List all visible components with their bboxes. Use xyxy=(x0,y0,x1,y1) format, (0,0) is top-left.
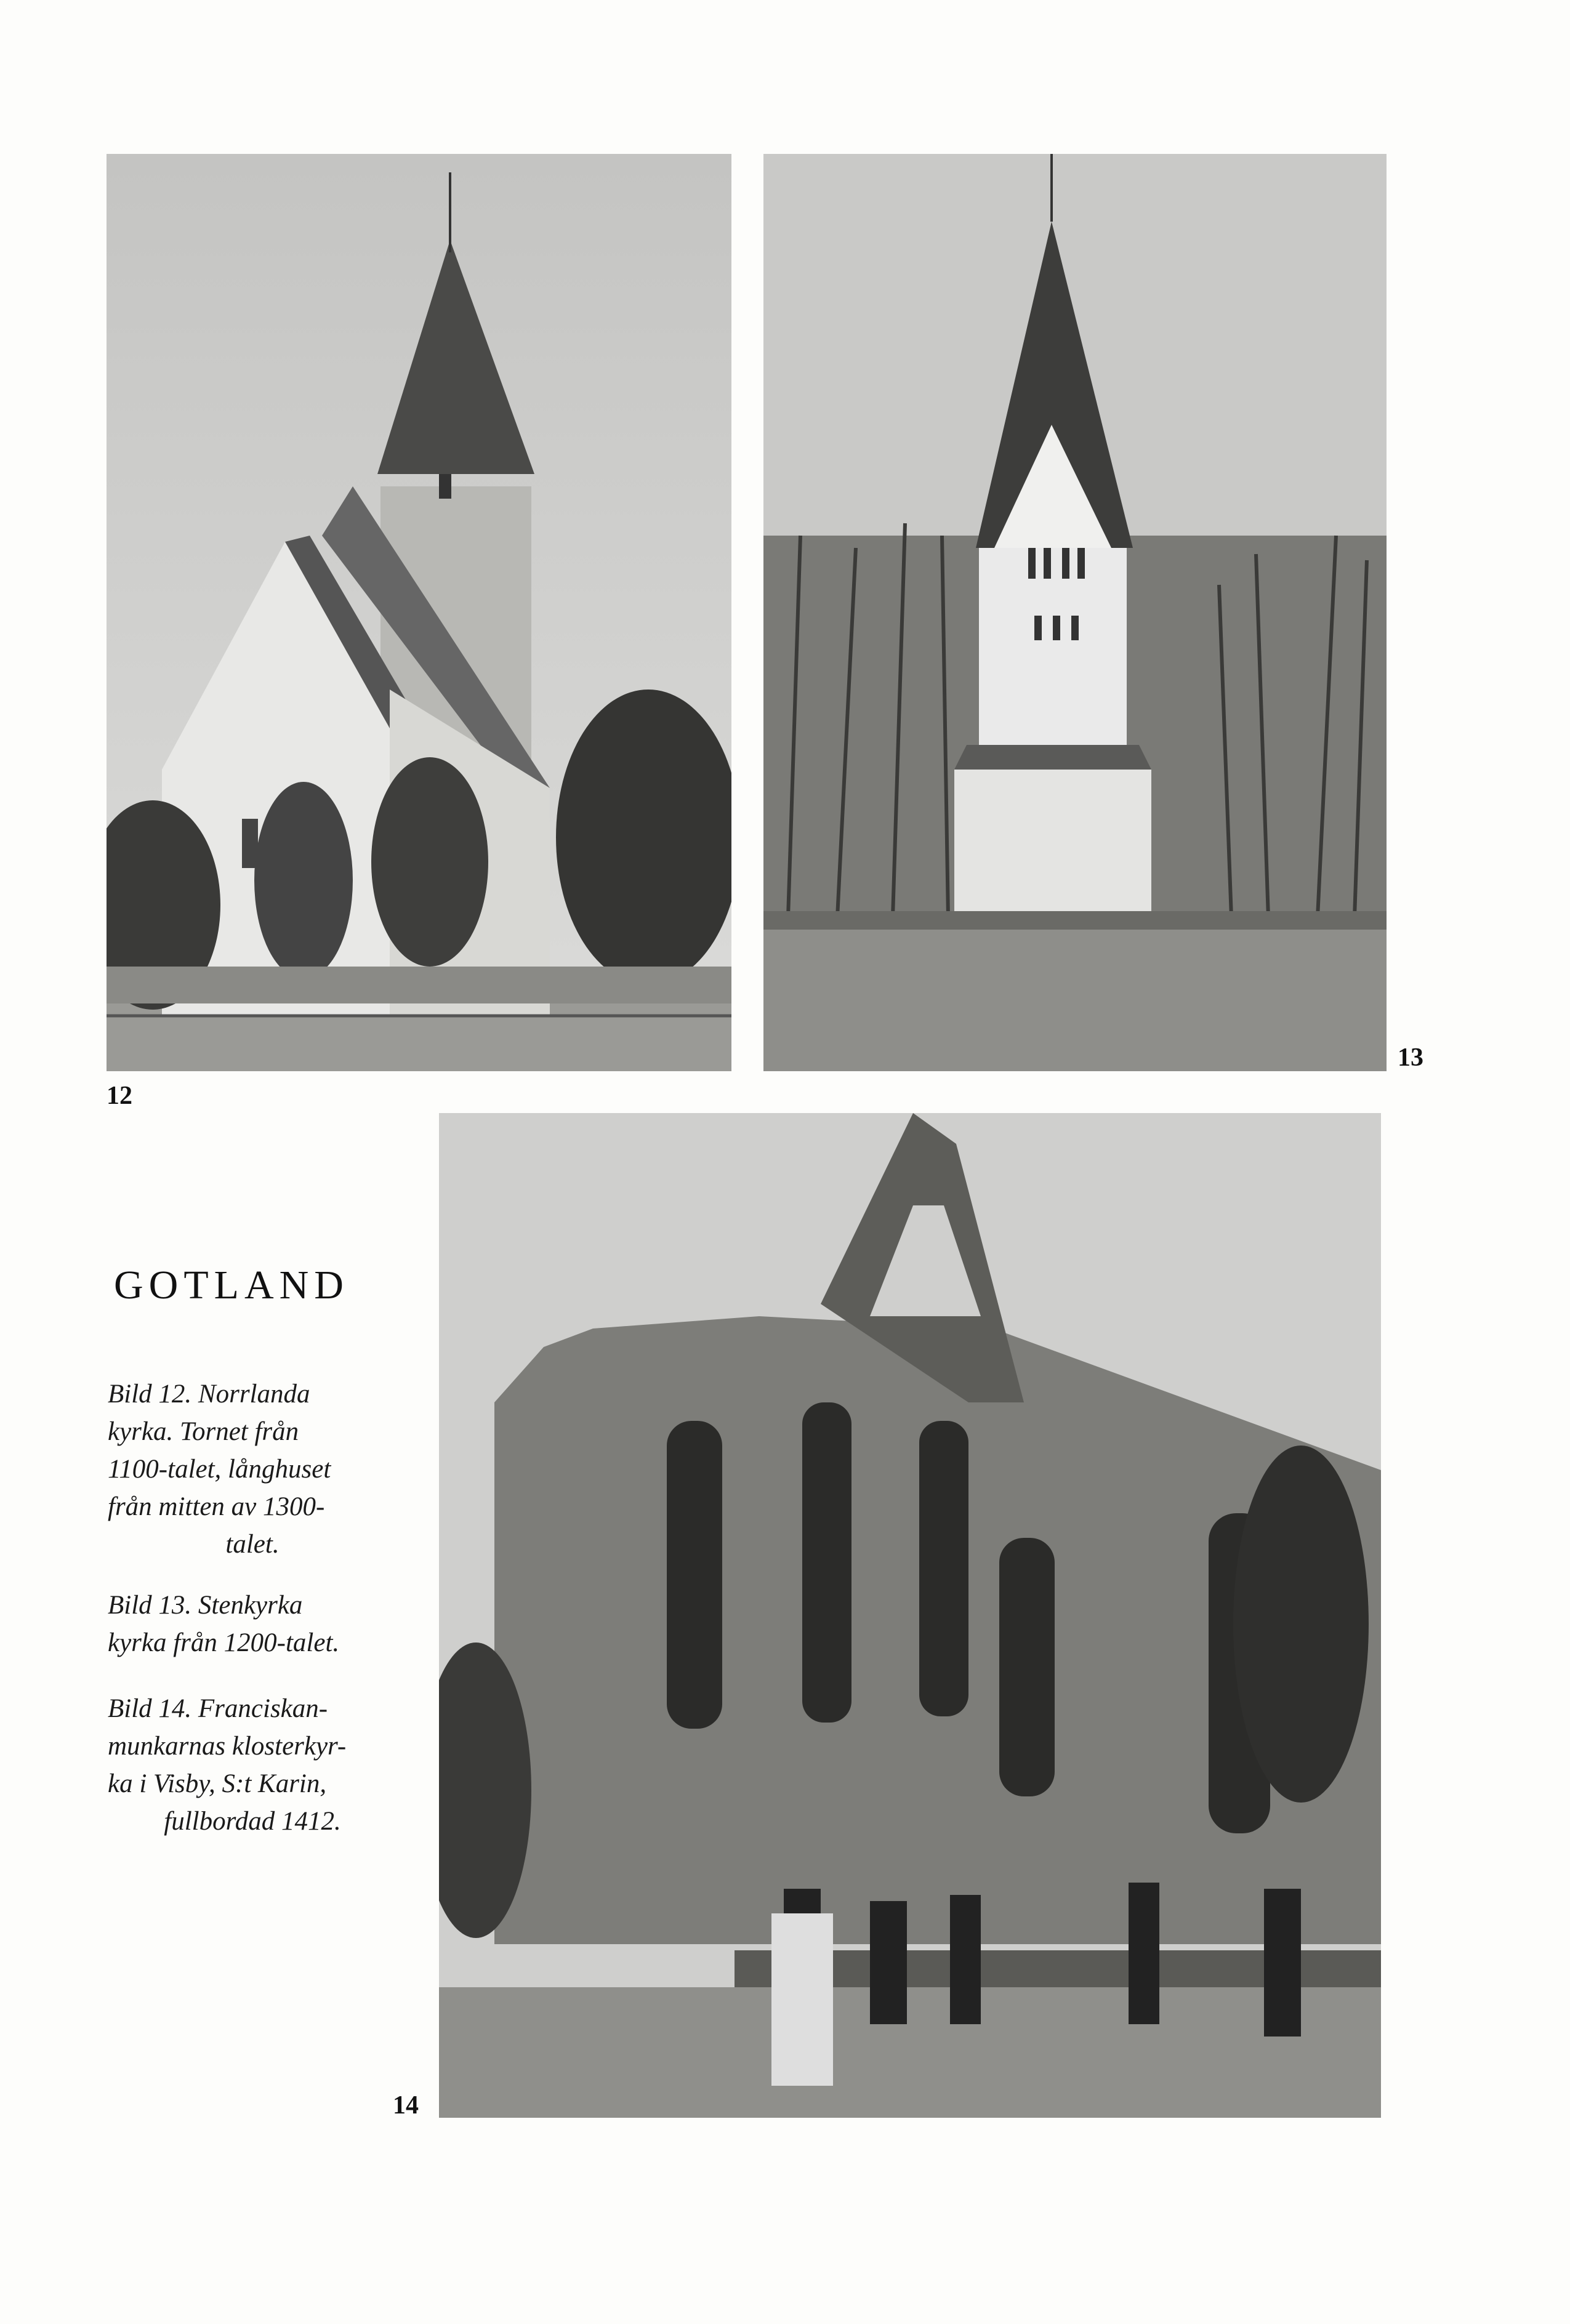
caption-line: från mitten av 1300- xyxy=(108,1492,325,1521)
caption-line: Bild 14. Franciskan- xyxy=(108,1694,328,1723)
caption-line: fullbordad 1412. xyxy=(164,1807,341,1836)
figure-number-14: 14 xyxy=(393,2091,419,2120)
caption-line: kyrka från 1200-talet. xyxy=(108,1628,340,1657)
caption-line: kyrka. Tornet från xyxy=(108,1417,299,1446)
caption-bild-14 xyxy=(108,1690,397,1840)
figure-number-12: 12 xyxy=(107,1082,132,1110)
caption-line: Bild 13. Stenkyrka xyxy=(108,1591,303,1620)
photo-norrlanda-church xyxy=(107,154,731,1071)
caption-line: Bild 12. Norrlanda xyxy=(108,1380,310,1409)
caption-line: munkarnas klosterkyr- xyxy=(108,1732,347,1761)
page-heading: GOTLAND xyxy=(114,1263,349,1308)
photo-stenkyrka-church xyxy=(763,154,1387,1071)
caption-line: 1100-talet, långhuset xyxy=(108,1455,331,1484)
figure-number-13: 13 xyxy=(1398,1043,1423,1072)
caption-line: talet. xyxy=(225,1530,280,1559)
caption-bild-13 xyxy=(108,1586,397,1662)
caption-bild-12 xyxy=(108,1375,397,1563)
caption-line: ka i Visby, S:t Karin, xyxy=(108,1769,327,1798)
photo-st-karin-ruin xyxy=(439,1113,1381,2118)
